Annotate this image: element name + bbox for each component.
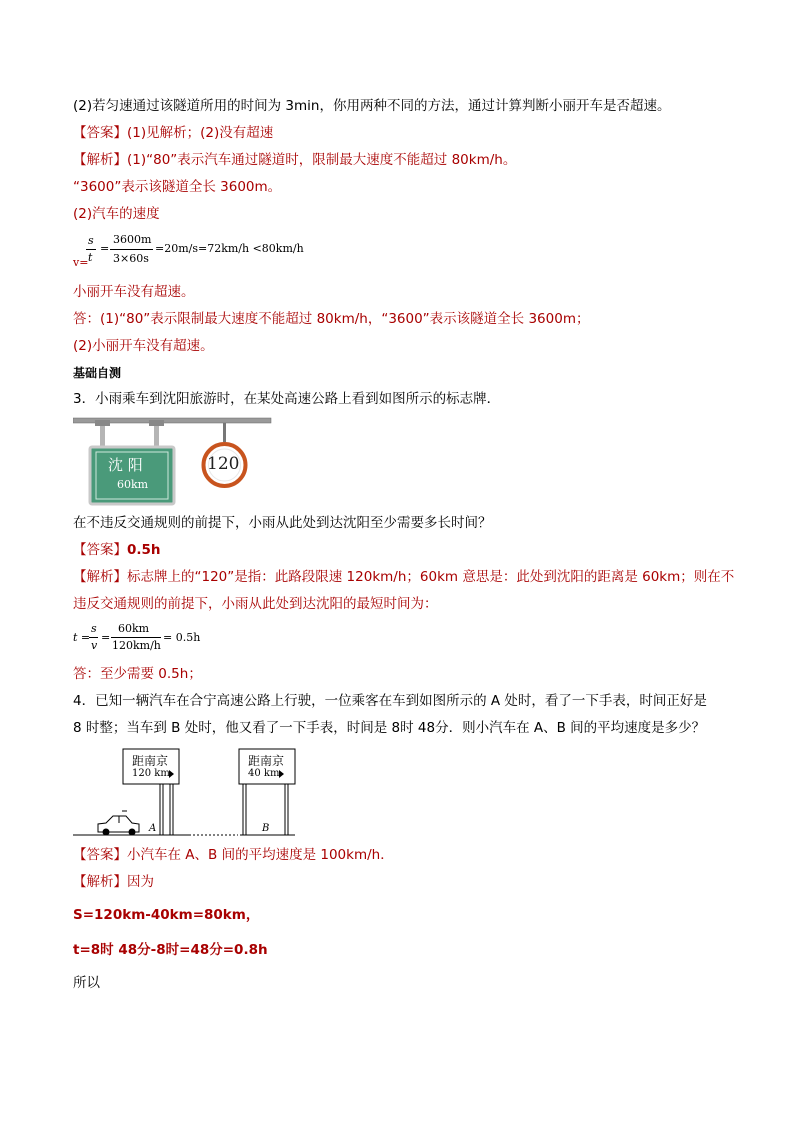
q2-reply-2: (2)小丽开车没有超速。 [73, 338, 214, 354]
q4-calc-2: t=8时 48分-8时=48分=0.8h [73, 942, 268, 958]
q4-road-figure [73, 745, 303, 840]
label-b: B [262, 823, 270, 834]
answer-tag: 【答案】 [73, 847, 127, 863]
q4-therefore: 所以 [73, 975, 100, 991]
q2-answer-line [73, 124, 273, 142]
sign-b-title: 距南京 [248, 754, 285, 768]
section-title: 基础自测 [73, 366, 122, 380]
q3-analysis-line-2: 违反交通规则的前提下，小雨从此处到达沈阳的最短时间为： [73, 596, 438, 612]
car-icon [98, 811, 139, 836]
sign-city: 沈 阳 [108, 456, 143, 474]
formula-t: t [88, 251, 93, 264]
answer-text: 小汽车在 A、B 间的平均速度是 100km/h． [127, 847, 394, 863]
q4-stem-2: 8 时整；当车到 B 处时，他又看了一下手表，时间是 8时 48分．则小汽车在 A、B 间的平均速度是多少？ [73, 720, 706, 736]
formula-den: 3×60s [113, 252, 149, 265]
answer-text: (1)见解析；(2)没有超速 [127, 125, 274, 141]
q2-conclusion: 小丽开车没有超速。 [73, 284, 195, 300]
label-a: A [149, 823, 157, 834]
q3-formula [73, 622, 273, 656]
q2-part2: (2)若匀速通过该隧道所用的时间为 3min，你用两种不同的方法，通过计算判断小丽开车是否超速。 [73, 98, 671, 114]
formula-eq: = [101, 631, 111, 644]
formula-rest: =20m/s=72km/h <80km/h [155, 242, 304, 255]
formula-lhs: v= [73, 256, 89, 269]
q3-reply: 答：至少需要 0.5h； [73, 666, 202, 682]
formula-s: s [91, 622, 97, 635]
highway-sign-illustration [73, 414, 273, 506]
sign-b-distance: 40 km [248, 768, 280, 779]
q4-answer-line [73, 846, 394, 864]
q3-stem: 3．小雨乘车到沈阳旅游时，在某处高速公路上看到如图所示的标志牌． [73, 391, 501, 407]
analysis-tag: 【解析】 [73, 152, 127, 168]
q2-reply-1: 答：(1)“80”表示限制最大速度不能超过 80km/h，“3600”表示该隧道全长 3600m； [73, 311, 590, 327]
formula-rest: = 0.5h [163, 631, 201, 644]
sign-distance: 60km [117, 478, 149, 491]
q4-stem-1: 4．已知一辆汽车在合宁高速公路上行驶，一位乘客在车到如图所示的 A 处时，看了一下手表，时间正好是 [73, 693, 707, 709]
answer-tag: 【答案】 [73, 542, 127, 558]
q3-analysis-line-1 [73, 568, 734, 586]
q3-question: 在不违反交通规则的前提下，小雨从此处到达沈阳至少需要多长时间？ [73, 515, 492, 531]
analysis-text: (1)“80”表示汽车通过隧道时，限制最大速度不能超过 80km/h。 [127, 152, 517, 168]
q2-analysis-line-1 [73, 151, 516, 169]
formula-v: v [91, 639, 98, 652]
formula-den: 120km/h [112, 639, 161, 652]
q3-sign-figure [73, 414, 273, 506]
analysis-tag: 【解析】 [73, 874, 127, 890]
q4-analysis-line [73, 873, 154, 891]
formula-num: 3600m [113, 233, 152, 246]
q3-answer-line [73, 541, 161, 559]
q2-formula [73, 232, 373, 274]
formula-num: 60km [118, 622, 150, 635]
formula-lhs: t = [73, 631, 91, 644]
analysis-text: 因为 [127, 874, 154, 890]
sign-a-distance: 120 km [132, 768, 170, 779]
q4-calc-1: S=120km-40km=80km， [73, 907, 260, 923]
speed-limit-value: 120 [207, 454, 240, 474]
q2-analysis-line-3: (2)汽车的速度 [73, 206, 160, 222]
formula-eq: = [100, 242, 110, 255]
answer-text: 0.5h [127, 542, 161, 558]
answer-tag: 【答案】 [73, 125, 127, 141]
formula-s: s [88, 234, 94, 247]
sign-a-title: 距南京 [132, 754, 169, 768]
analysis-text: 标志牌上的“120”是指：此路段限速 120km/h；60km 意思是：此处到沈阳的距离是 60km；则在不 [127, 569, 735, 585]
q2-analysis-line-2: “3600”表示该隧道全长 3600m。 [73, 179, 282, 195]
analysis-tag: 【解析】 [73, 569, 127, 585]
